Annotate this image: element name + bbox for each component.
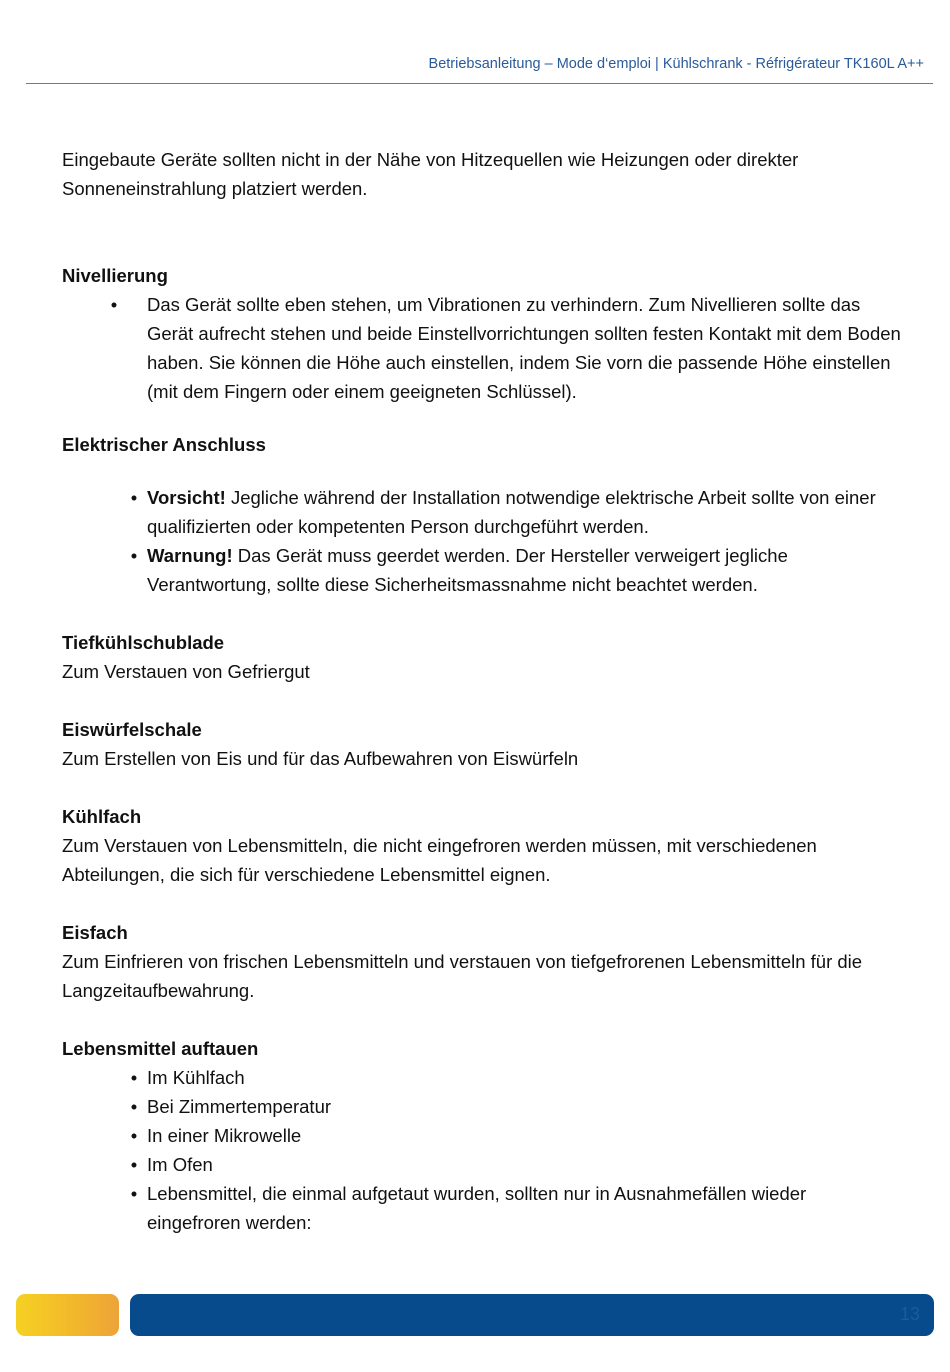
bullet-icon: • [130,1154,138,1175]
list-item [62,1121,902,1150]
list-item-text: Jegliche während der Installation notwendige elektrische Arbeit sollte von einer qualifizierten oder kompetenten Person durchgeführt werden. [147,487,876,537]
tiefkuehlschublade-text: Zum Verstauen von Gefriergut [62,661,310,682]
list-item-text: Das Gerät muss geerdet werden. Der Hersteller verweigert jegliche Verantwortung, sollte diese Sicherheitsmassnahme nicht beachtet werden. [147,545,788,595]
list-item [62,1092,902,1121]
auftauen-list [62,1063,902,1237]
list-item [62,1179,902,1237]
heading-kuehlfach: Kühlfach [62,806,142,827]
footer-bar [130,1294,934,1336]
list-item-text: Im Kühlfach [147,1067,245,1088]
page-body [62,145,902,1237]
bullet-icon: • [130,1096,138,1117]
list-item-text: Bei Zimmertemperatur [147,1096,332,1117]
list-item [62,290,902,406]
list-item-text: Im Ofen [147,1154,213,1175]
list-item-text: Lebensmittel, die einmal aufgetaut wurden, sollten nur in Ausnahmefällen wieder eingefroren werden: [147,1183,807,1233]
warning-label: Warnung! [147,545,233,566]
kuehlfach-text: Zum Verstauen von Lebensmitteln, die nicht eingefroren werden müssen, mit verschiedenen Abteilungen, die sich für verschiedene Lebensmittel eignen. [62,835,817,885]
header-divider [26,83,933,84]
heading-lebensmittel-auftauen: Lebensmittel auftauen [62,1038,259,1059]
page-header: Betriebsanleitung – Mode d‘emploi | Kühlschrank - Réfrigérateur TK160L A++ [428,56,924,72]
list-item [62,483,902,541]
bullet-icon: • [130,545,138,566]
list-item [62,1150,902,1179]
caution-label: Vorsicht! [147,487,226,508]
heading-eiswuerfelschale: Eiswürfelschale [62,719,202,740]
bullet-icon: • [130,1125,138,1146]
intro-paragraph: Eingebaute Geräte sollten nicht in der Nähe von Hitzequellen wie Heizungen oder direkter Sonneneinstrahlung platziert werden. [62,149,799,199]
page-number: 13 [899,1304,920,1324]
heading-eisfach: Eisfach [62,922,128,943]
list-item-text: In einer Mikrowelle [147,1125,302,1146]
anschluss-list [62,483,902,599]
bullet-icon: • [130,1067,138,1088]
heading-elektrischer-anschluss: Elektrischer Anschluss [62,434,266,455]
bullet-icon: • [130,487,138,508]
nivellierung-list [62,290,902,406]
bullet-icon: • [130,1183,138,1204]
heading-nivellierung: Nivellierung [62,265,168,286]
list-item-text: Das Gerät sollte eben stehen, um Vibrationen zu verhindern. Zum Nivellieren sollte das Gerät aufrecht stehen und beide Einstellvorrichtungen sollten festen Kontakt mit dem Boden haben. Sie können die Höhe auch einstellen, indem Sie vorn die passende Höhe einstellen (mit dem Fingern oder einem geeigneten Schlüssel). [147,294,901,402]
footer-accent [16,1294,119,1336]
eiswuerfelschale-text: Zum Erstellen von Eis und für das Aufbewahren von Eiswürfeln [62,748,579,769]
bullet-icon: • [110,294,118,315]
list-item [62,541,902,599]
heading-tiefkuehlschublade: Tiefkühlschublade [62,632,225,653]
list-item [62,1063,902,1092]
eisfach-text: Zum Einfrieren von frischen Lebensmitteln und verstauen von tiefgefrorenen Lebensmitteln für die Langzeitaufbewahrung. [62,951,863,1001]
